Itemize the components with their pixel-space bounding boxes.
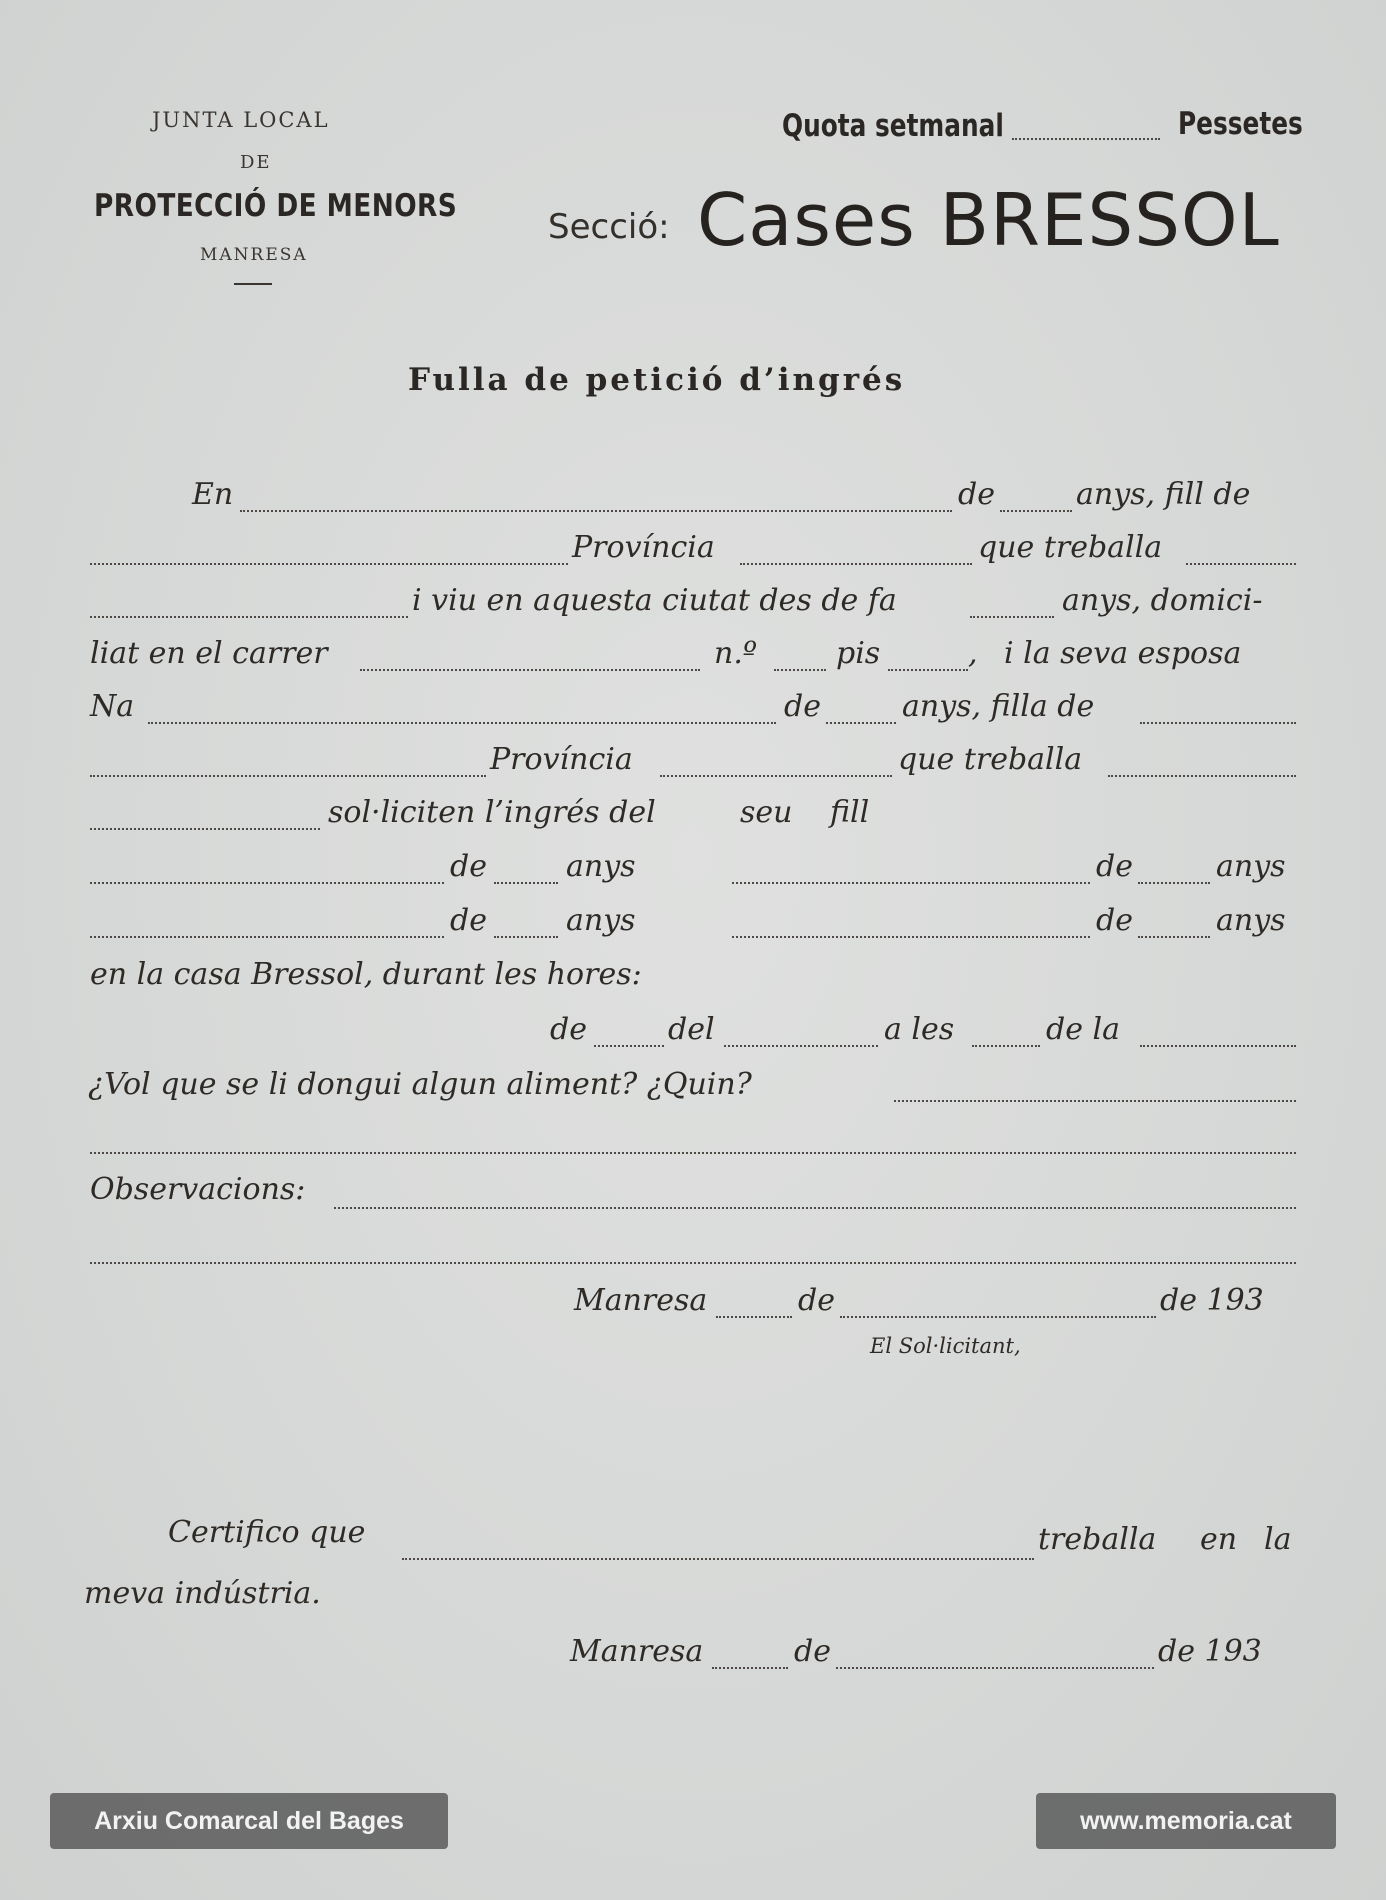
r4-blank-street: [360, 669, 700, 671]
r5-de: de: [784, 689, 821, 724]
r9-anys-2: anys: [1216, 903, 1286, 938]
cert-blank-name: [402, 1558, 1034, 1560]
date1-year: de 193: [1160, 1283, 1264, 1318]
r8-anys-2: anys: [1216, 849, 1286, 884]
r8-de-1: de: [450, 849, 487, 884]
r2-treballa: que treballa: [978, 530, 1163, 565]
r4-blank-pis: [888, 669, 968, 671]
r9-de-1: de: [450, 903, 487, 938]
org-line-1: JUNTA LOCAL: [152, 108, 330, 132]
r3-anys: anys, domici-: [1062, 583, 1263, 618]
r11-de: de: [550, 1012, 587, 1047]
r9-blank-3: [732, 936, 1090, 938]
r8-blank-1: [90, 882, 444, 884]
quota-label: Quota setmanal: [782, 108, 1004, 144]
cert-industria: meva indústria.: [84, 1576, 321, 1611]
r2-blank-3: [1186, 563, 1296, 565]
r2-provincia: Província: [572, 530, 715, 565]
pessetes-label: Pessetes: [1178, 106, 1303, 142]
r11-del: del: [668, 1012, 715, 1047]
r8-blank-4: [1138, 882, 1210, 884]
r2-blank-2: [740, 563, 972, 565]
r8-de-2: de: [1096, 849, 1133, 884]
date1-blank-day: [716, 1316, 792, 1318]
r5-blank-name: [148, 722, 776, 724]
r11-de-la: de la: [1046, 1012, 1120, 1047]
r5-blank-age: [826, 722, 896, 724]
r12-blank: [894, 1100, 1296, 1102]
r1-de: de: [958, 477, 995, 512]
seccio-label: Secció:: [548, 207, 670, 247]
r1-en: En: [192, 477, 234, 512]
org-rule: [234, 283, 272, 285]
r7-blank-1: [90, 828, 320, 830]
r8-anys-1: anys: [566, 849, 636, 884]
r4-pis: pis: [836, 636, 881, 671]
r11-a-les: a les: [884, 1012, 955, 1047]
date1-manresa: Manresa: [574, 1283, 708, 1318]
org-city: MANRESA: [200, 245, 308, 265]
r4-num: n.º: [714, 636, 757, 671]
org-line-2: DE: [240, 152, 272, 173]
org-name: PROTECCIÓ DE MENORS: [94, 188, 458, 224]
quota-blank: [1012, 138, 1160, 140]
r13-blank: [334, 1207, 1296, 1209]
r9-blank-2: [494, 936, 558, 938]
r3-blank-2: [970, 616, 1054, 618]
r9-blank-4: [1138, 936, 1210, 938]
r8-blank-2: [494, 882, 558, 884]
cert-certifico: Certifico que: [168, 1515, 366, 1550]
r6-provincia: Província: [490, 742, 633, 777]
r6-treballa: que treballa: [898, 742, 1083, 777]
r11-blank-2: [724, 1045, 878, 1047]
r13b-blank: [90, 1262, 1296, 1264]
r4-blank-num: [774, 669, 826, 671]
r3-viu: i viu en aquesta ciutat des de fa: [412, 583, 897, 618]
r13-observacions: Observacions:: [90, 1172, 306, 1207]
r5-anys-filla: anys, filla de: [902, 689, 1095, 724]
r9-de-2: de: [1096, 903, 1133, 938]
r7-soliciten: sol·liciten l’ingrés del: [328, 795, 656, 830]
cert-la: la: [1264, 1522, 1292, 1557]
r5-na: Na: [90, 689, 135, 724]
r6-blank-2: [660, 775, 892, 777]
date2-blank-day: [712, 1667, 788, 1669]
r4-comma: ,: [968, 636, 978, 671]
r4-liat: liat en el carrer: [90, 636, 328, 671]
r1-blank-name: [240, 510, 952, 512]
date2-year: de 193: [1158, 1634, 1262, 1669]
cert-en: en: [1200, 1522, 1238, 1557]
cert-treballa: treballa: [1038, 1522, 1157, 1557]
r2-blank-1: [90, 563, 568, 565]
date2-de: de: [794, 1634, 831, 1669]
r12b-blank: [90, 1152, 1296, 1154]
r1-anys-fill: anys, fill de: [1076, 477, 1251, 512]
website-watermark: www.memoria.cat: [1036, 1793, 1336, 1849]
r3-blank-1: [90, 616, 408, 618]
r11-blank-3: [972, 1045, 1040, 1047]
r6-blank-1: [90, 775, 486, 777]
date2-manresa: Manresa: [570, 1634, 704, 1669]
r6-blank-3: [1108, 775, 1296, 777]
r9-blank-1: [90, 936, 444, 938]
signer-label: El Sol·licitant,: [870, 1334, 1021, 1358]
r7-fill: fill: [830, 795, 870, 830]
r1-blank-age: [1000, 510, 1072, 512]
r11-blank-1: [594, 1045, 664, 1047]
r8-blank-3: [732, 882, 1090, 884]
r12-aliment: ¿Vol que se li dongui algun aliment? ¿Quin?: [88, 1067, 752, 1102]
r5-blank-3: [1140, 722, 1296, 724]
r7-seu: seu: [740, 795, 793, 830]
date1-blank-month: [840, 1316, 1156, 1318]
r10-casa-bressol: en la casa Bressol, durant les hores:: [90, 957, 642, 992]
seccio-name: Cases BRESSOL: [697, 178, 1280, 262]
r9-anys-1: anys: [566, 903, 636, 938]
archive-watermark: Arxiu Comarcal del Bages: [50, 1793, 448, 1849]
r4-esposa: i la seva esposa: [1004, 636, 1242, 671]
date2-blank-month: [836, 1667, 1154, 1669]
date1-de: de: [798, 1283, 835, 1318]
form-title: Fulla de petició d’ingrés: [408, 362, 906, 398]
r11-blank-4: [1140, 1045, 1296, 1047]
